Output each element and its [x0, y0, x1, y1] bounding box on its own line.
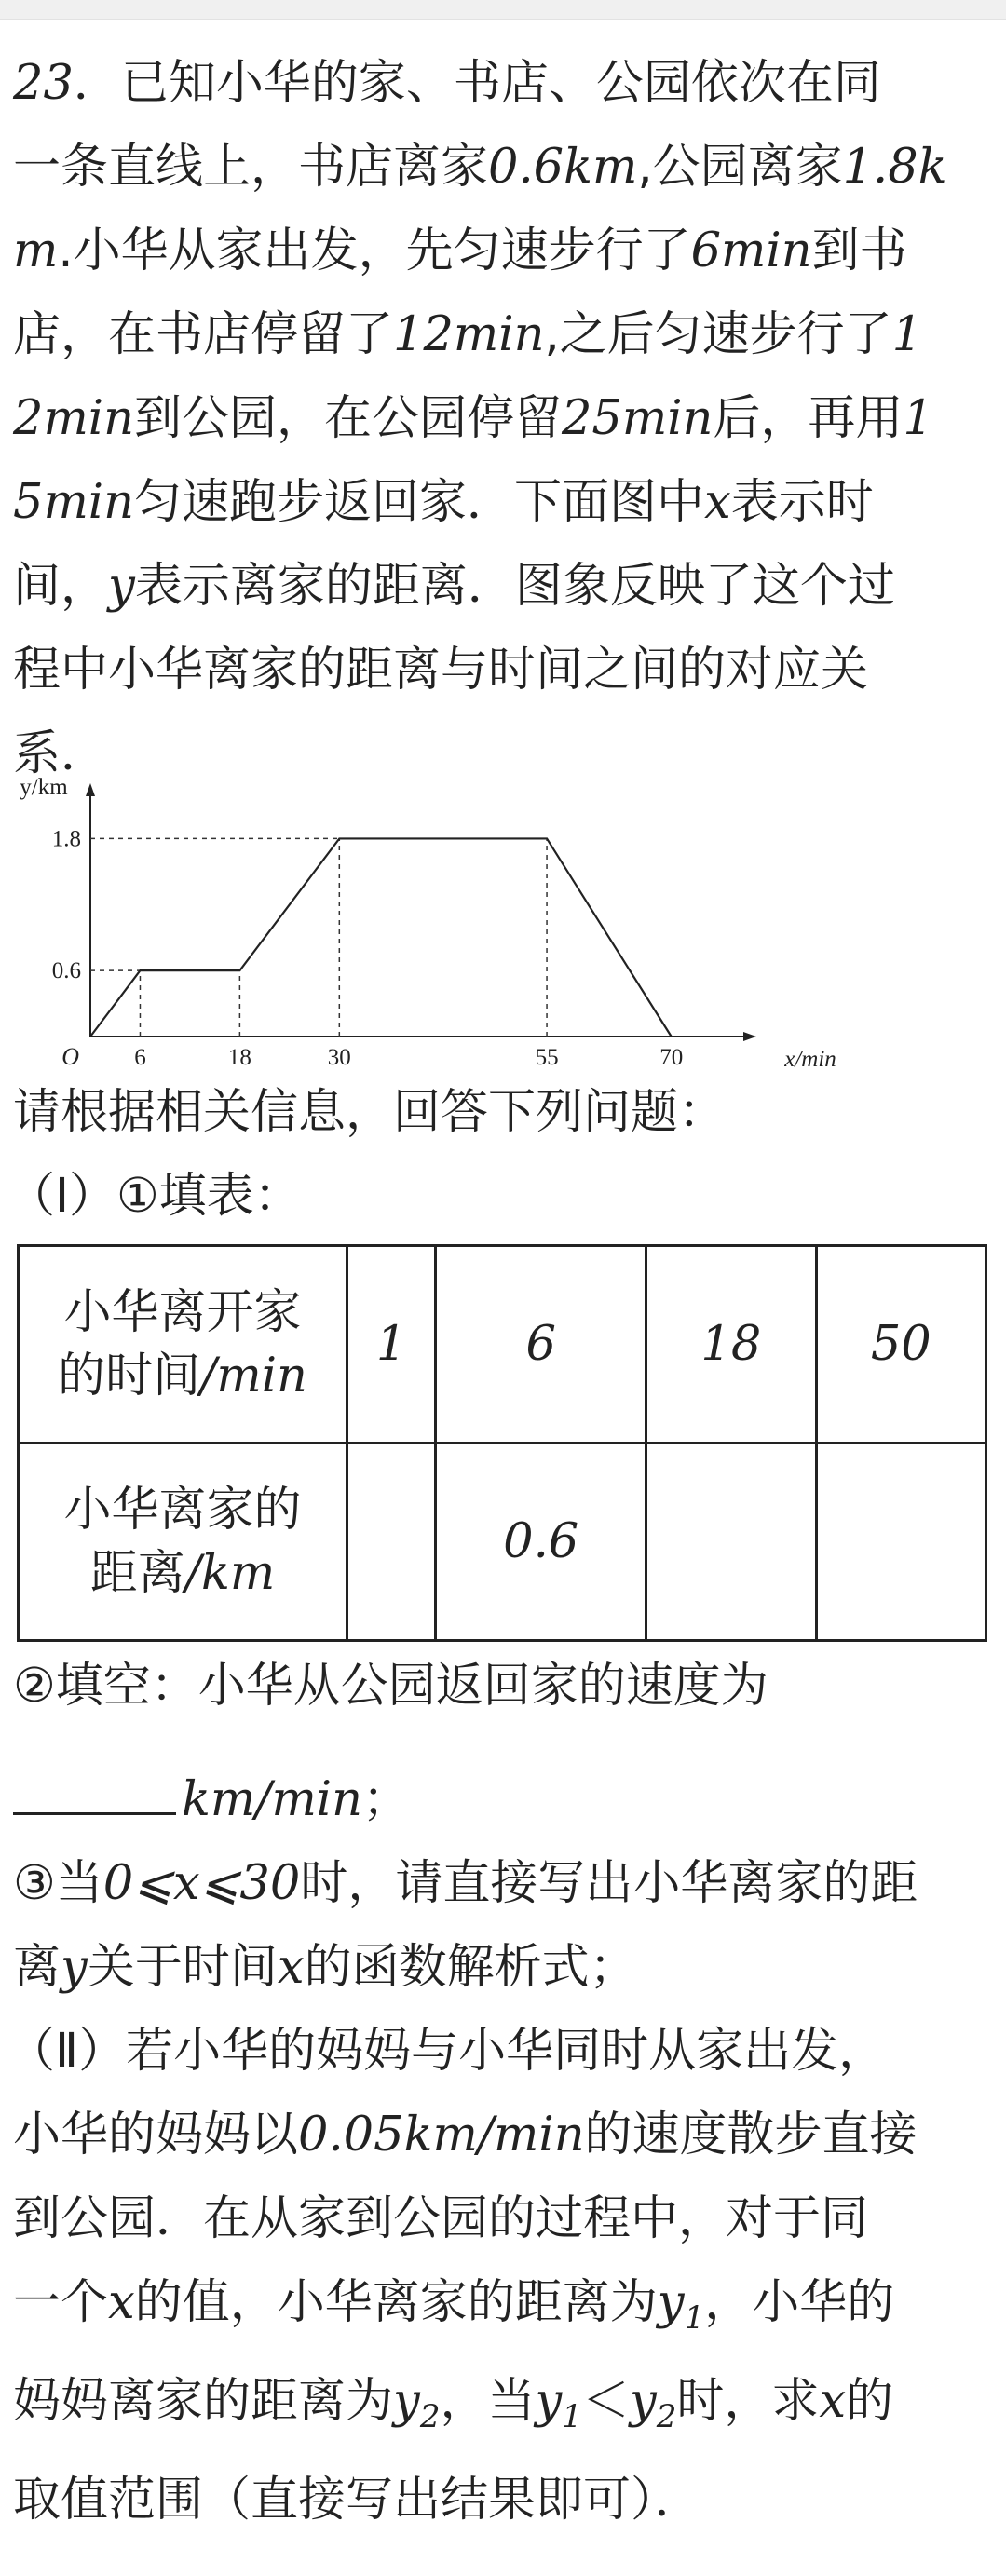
table-row — [19, 1246, 986, 1444]
x-tick-label: 70 — [659, 1045, 684, 1070]
q2-text: ②填空：小华从公园返回家的速度为 — [13, 1659, 768, 1714]
intro-line-1: 23．已知小华的家、书店、公园依次在同 — [13, 56, 881, 111]
q2-answer-line: km/min； — [13, 1758, 997, 1842]
intro-line-7: 间，y表示离家的距离．图象反映了这个过 — [13, 559, 895, 614]
x-tick-label: 18 — [227, 1045, 252, 1070]
table-row — [19, 1444, 986, 1641]
distance-time-graph — [0, 778, 838, 1085]
intro-line-2: 一条直线上，书店离家0.6km,公园离家1.8k — [13, 140, 947, 195]
table-cell: 6 — [436, 1246, 646, 1444]
questions — [7, 1645, 997, 2542]
part2-line-1: （Ⅱ）若小华的妈妈与小华同时从家出发， — [7, 2024, 887, 2079]
table-cell: 0.6 — [436, 1444, 646, 1641]
y-axis-arrow — [86, 783, 95, 796]
table-cell: 18 — [646, 1246, 816, 1444]
graph-guides — [90, 838, 547, 1037]
answer-table — [17, 1244, 987, 1642]
y-tick-label: 1.8 — [51, 826, 81, 852]
row-header-distance: 小华离家的 距离/km — [19, 1444, 347, 1641]
x-tick-label: 30 — [327, 1045, 351, 1070]
part2-line-2: 小华的妈妈以0.05km/min的速度散步直接 — [13, 2108, 918, 2162]
table-cell-blank[interactable] — [347, 1444, 436, 1641]
part2-line-4: 一个x的值，小华离家的距离为$y_1$，小华的 — [13, 2275, 895, 2338]
intro-line-9: 系． — [13, 726, 109, 781]
intro-line-5: 2min到公园，在公园停留25min后，再用1 — [13, 391, 933, 446]
y-axis-label: y/km — [20, 778, 68, 800]
graph-labels — [20, 778, 836, 1072]
table-cell-blank[interactable] — [816, 1444, 986, 1641]
intro-line-3: m.小华从家出发，先匀速步行了6min到书 — [13, 224, 907, 278]
intro-line-4: 店，在书店停留了12min,之后匀速步行了1 — [13, 307, 923, 362]
distance-line — [90, 838, 672, 1037]
x-tick-label: 6 — [134, 1045, 146, 1070]
row-header-time: 小华离开家 的时间/min — [19, 1246, 347, 1444]
intro-line-6: 5min匀速跑步返回家．下面图中x表示时 — [13, 475, 874, 530]
x-axis-arrow — [743, 1032, 756, 1041]
y-tick-label: 0.6 — [51, 958, 81, 984]
problem-statement — [13, 42, 997, 796]
table-cell: 50 — [816, 1246, 986, 1444]
table-cell-blank[interactable] — [646, 1444, 816, 1641]
origin-label: O — [61, 1043, 79, 1070]
graph-axes — [86, 783, 756, 1041]
q3-line-2: 离y关于时间x的函数解析式； — [13, 1940, 637, 1995]
part2-line-6: 取值范围（直接写出结果即可）． — [13, 2473, 702, 2529]
x-axis-label: x/min — [784, 1047, 836, 1072]
top-bar — [0, 0, 1006, 20]
part2-line-5: 妈妈离家的距离为$y_2$，当$y_1<y_2$时，求x的 — [13, 2374, 894, 2436]
instruction-text: 请根据相关信息，回答下列问题： （Ⅰ）①填表： — [13, 1071, 997, 1239]
answer-blank[interactable] — [13, 1760, 176, 1815]
graph-series — [90, 838, 672, 1037]
q3-line-1: ③当0⩽x⩽30时，请直接写出小华离家的距 — [13, 1856, 918, 1911]
table-cell: 1 — [347, 1246, 436, 1444]
part2-line-3: 到公园．在从家到公园的过程中，对于同 — [13, 2191, 869, 2246]
x-tick-label: 55 — [535, 1045, 559, 1070]
intro-line-8: 程中小华离家的距离与时间之间的对应关 — [13, 643, 869, 698]
part1-label: （Ⅰ）①填表： — [7, 1169, 302, 1224]
